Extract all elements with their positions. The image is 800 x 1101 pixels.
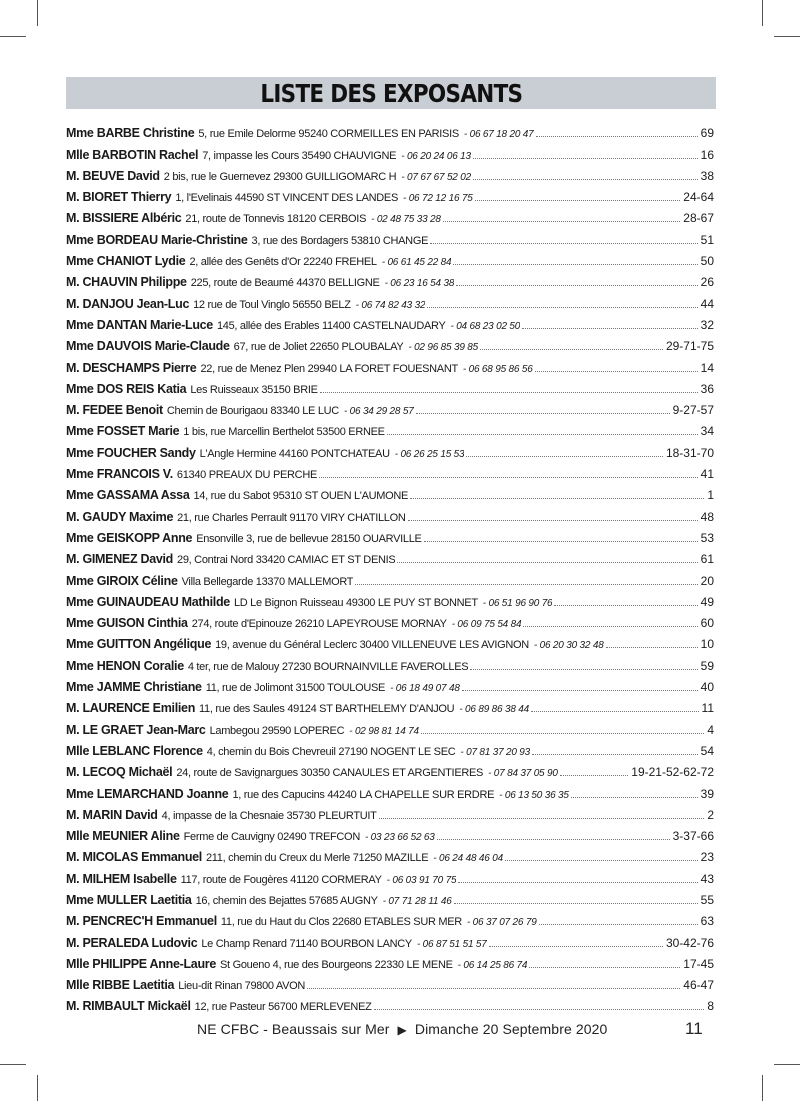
stand-numbers: 51: [700, 232, 714, 247]
crop-mark: [0, 36, 26, 37]
exhibitor-phone: - 06 89 86 38 44: [459, 704, 529, 716]
exhibitor-name: M. GIMENEZ David: [66, 552, 174, 567]
exhibitor-address: 2 bis, rue le Guernevez 29300 GUILLIGOMARC H: [163, 170, 397, 183]
stand-numbers: 26: [700, 275, 714, 290]
crop-mark: [762, 0, 763, 26]
exhibitor-name: M. LAURENCE Emilien: [66, 701, 196, 716]
dot-leader: [319, 477, 698, 478]
exhibitor-address: 14, rue du Sabot 95310 ST OUEN L'AUMONE: [193, 490, 409, 503]
stand-numbers: 39: [700, 786, 714, 801]
exhibitor-name: Mme BORDEAU Marie-Christine: [66, 232, 248, 247]
exhibitor-name: M. DANJOU Jean-Luc: [66, 296, 190, 311]
exhibitor-phone: - 06 37 07 26 79: [466, 917, 537, 929]
dot-leader: [535, 371, 698, 372]
dot-leader: [421, 733, 704, 734]
exhibitor-entry: [66, 531, 422, 545]
exhibitor-entry: [66, 787, 569, 801]
list-item: [66, 140, 714, 161]
exhibitor-address: 11, rue du Haut du Clos 22680 ETABLES SUR MER: [220, 916, 462, 929]
dot-leader: [456, 285, 697, 286]
list-item: [66, 907, 714, 928]
exhibitor-address: Ferme de Cauvigny 02490 TREFCON: [183, 831, 360, 844]
exhibitor-address: 24, route de Savignargues 30350 CANAULES ET ARGENTIERES: [176, 767, 484, 780]
list-item: [66, 353, 714, 374]
dot-leader: [453, 264, 697, 265]
exhibitor-name: M. FEDEE Benoit: [66, 403, 163, 418]
list-item: [66, 673, 714, 694]
exhibitor-address: 67, rue de Joliet 22650 PLOUBALAY: [233, 341, 404, 354]
exhibitor-address: 1 bis, rue Marcellin Berthelot 53500 ERNEE: [183, 426, 385, 439]
list-item: [66, 162, 714, 183]
dot-leader: [470, 669, 697, 670]
exhibitor-entry: [66, 893, 452, 907]
crop-mark: [37, 0, 38, 26]
exhibitor-address: 5, rue Emile Delorme 95240 CORMEILLES EN PARISIS: [198, 128, 459, 141]
exhibitor-list: [66, 119, 714, 1013]
exhibitor-name: Mme GASSAMA Assa: [66, 488, 190, 503]
list-item: [66, 950, 714, 971]
exhibitor-entry: [66, 957, 527, 971]
title-banner: [66, 77, 716, 109]
stand-numbers: 2: [707, 807, 714, 822]
exhibitor-name: Mme DAUVOIS Marie-Claude: [66, 339, 230, 354]
exhibitor-phone: - 06 03 91 70 75: [386, 874, 457, 886]
exhibitor-phone: - 06 09 75 54 84: [451, 619, 522, 631]
exhibitor-address: LD Le Bignon Ruisseau 49300 LE PUY ST BONNET: [233, 596, 478, 609]
exhibitor-address: 117, route de Fougères 41120 CORMERAY: [180, 873, 382, 886]
stand-numbers: 29-71-75: [665, 339, 714, 354]
exhibitor-entry: [66, 275, 454, 289]
stand-numbers: 34: [700, 424, 714, 439]
list-item: [66, 801, 714, 822]
dot-leader: [571, 797, 698, 798]
exhibitor-name: M. BISSIERE Albéric: [66, 211, 182, 226]
exhibitor-address: 12 rue de Toul Vinglo 56550 BELZ: [193, 298, 351, 311]
exhibitor-address: 19, avenue du Général Leclerc 30400 VILLENEUVE LES AVIGNON: [215, 639, 529, 652]
list-item: [66, 609, 714, 630]
exhibitor-entry: [66, 765, 558, 779]
list-item: [66, 779, 714, 800]
exhibitor-name: M. MARIN David: [66, 807, 158, 822]
stand-numbers: 10: [700, 637, 714, 652]
exhibitor-entry: [66, 850, 503, 864]
exhibitor-address: 3, rue des Bordagers 53810 CHANGE: [251, 234, 429, 247]
dot-leader: [522, 328, 698, 329]
list-item: [66, 289, 714, 310]
exhibitor-name: Mme LEMARCHAND Joanne: [66, 786, 229, 801]
dot-leader: [424, 541, 698, 542]
list-item: [66, 204, 714, 225]
dot-leader: [320, 392, 698, 393]
exhibitor-address: L'Angle Hermine 44160 PONTCHATEAU: [199, 447, 390, 460]
exhibitor-entry: [66, 723, 419, 737]
exhibitor-entry: [66, 914, 537, 928]
page-number: 11: [685, 1019, 703, 1038]
exhibitor-entry: [66, 978, 305, 992]
exhibitor-address: Le Champ Renard 71140 BOURBON LANCY: [201, 937, 412, 950]
dot-leader: [539, 924, 698, 925]
stand-numbers: 48: [700, 509, 714, 524]
stand-numbers: 3-37-66: [672, 829, 714, 844]
exhibitor-phone: - 06 61 45 22 84: [381, 257, 452, 269]
exhibitor-entry: [66, 659, 468, 673]
list-item: [66, 268, 714, 289]
exhibitor-name: Mme DANTAN Marie-Luce: [66, 317, 213, 332]
exhibitor-name: Mme FRANCOIS V.: [66, 467, 173, 482]
dot-leader: [606, 647, 698, 648]
exhibitor-address: 211, chemin du Creux du Merle 71250 MAZILLE: [205, 852, 429, 865]
stand-numbers: 55: [700, 892, 714, 907]
exhibitor-address: 12, rue Pasteur 56700 MERLEVENEZ: [194, 1001, 372, 1014]
stand-numbers: 40: [700, 680, 714, 695]
dot-leader: [489, 946, 663, 947]
list-item: [66, 396, 714, 417]
stand-numbers: 49: [700, 594, 714, 609]
exhibitor-phone: - 06 13 50 36 35: [499, 789, 569, 801]
stand-numbers: 23: [700, 850, 714, 865]
list-item: [66, 566, 714, 587]
list-item: [66, 417, 714, 438]
dot-leader: [387, 434, 698, 435]
stand-numbers: 41: [700, 467, 714, 482]
exhibitor-entry: [66, 701, 529, 715]
dot-leader: [473, 179, 698, 180]
dot-leader: [560, 775, 629, 776]
dot-leader: [475, 200, 681, 201]
list-item: [66, 545, 714, 566]
dot-leader: [410, 498, 704, 499]
stand-numbers: 36: [700, 381, 714, 396]
exhibitor-address: 61340 PREAUX DU PERCHE: [176, 469, 317, 482]
exhibitor-address: Villa Bellegarde 13370 MALLEMORT: [181, 575, 354, 588]
exhibitor-entry: [66, 552, 395, 566]
list-item: [66, 247, 714, 268]
exhibitor-name: M. BEUVE David: [66, 168, 160, 183]
exhibitor-name: Mme CHANIOT Lydie: [66, 254, 186, 269]
exhibitor-entry: [66, 574, 353, 588]
dot-leader: [397, 562, 697, 563]
dot-leader: [462, 690, 698, 691]
list-item: [66, 864, 714, 885]
dot-leader: [427, 307, 697, 308]
exhibitor-phone: - 06 24 48 46 04: [433, 853, 503, 865]
crop-mark: [762, 1075, 763, 1101]
exhibitor-name: Mme FOUCHER Sandy: [66, 445, 196, 460]
list-item: [66, 992, 714, 1013]
exhibitor-entry: [66, 488, 408, 502]
list-item: [66, 311, 714, 332]
stand-numbers: 32: [700, 317, 714, 332]
list-item: [66, 438, 714, 459]
crop-mark: [0, 1064, 26, 1065]
exhibitor-phone: - 04 68 23 02 50: [450, 320, 521, 332]
stand-numbers: 63: [700, 914, 714, 929]
exhibitor-address: Lambegou 29590 LOPEREC: [209, 724, 345, 737]
exhibitor-name: Mme BARBE Christine: [66, 126, 195, 141]
page-footer: [0, 1019, 800, 1041]
exhibitor-address: 145, allée des Erables 11400 CASTELNAUDARY: [216, 319, 446, 332]
exhibitor-address: 16, chemin des Bejattes 57685 AUGNY: [195, 894, 378, 907]
exhibitor-phone: - 07 81 37 20 93: [460, 746, 531, 758]
exhibitor-name: M. PERALEDA Ludovic: [66, 935, 198, 950]
exhibitor-address: 21, rue Charles Perrault 91170 VIRY CHATILLON: [177, 511, 406, 524]
dot-leader: [458, 882, 697, 883]
stand-numbers: 30-42-76: [665, 935, 714, 950]
exhibitor-address: 11, rue des Saules 49124 ST BARTHELEMY D'ANJOU: [199, 703, 455, 716]
exhibitor-entry: [66, 616, 521, 630]
dot-leader: [523, 626, 697, 627]
list-item: [66, 715, 714, 736]
dot-leader: [454, 903, 698, 904]
exhibitor-phone: - 06 67 18 20 47: [463, 129, 534, 141]
list-item: [66, 524, 714, 545]
stand-numbers: 16: [700, 147, 714, 162]
stand-numbers: 59: [700, 658, 714, 673]
list-item: [66, 183, 714, 204]
exhibitor-name: Mme HENON Coralie: [66, 658, 184, 673]
exhibitor-entry: [66, 680, 460, 694]
exhibitor-entry: [66, 829, 435, 843]
list-item: [66, 886, 714, 907]
list-item: [66, 928, 714, 949]
stand-numbers: 18-31-70: [665, 445, 714, 460]
dot-leader: [355, 584, 697, 585]
exhibitor-phone: - 06 51 96 90 76: [482, 597, 553, 609]
dot-leader: [430, 243, 698, 244]
exhibitor-name: M. LECOQ Michaël: [66, 765, 173, 780]
exhibitor-phone: - 06 72 12 16 75: [402, 193, 473, 205]
exhibitor-entry: [66, 254, 451, 268]
exhibitor-address: 225, route de Beaumé 44370 BELLIGNE: [190, 277, 380, 290]
exhibitor-name: Mme GUINAUDEAU Mathilde: [66, 594, 230, 609]
crop-mark: [774, 1064, 800, 1065]
exhibitor-name: Mme GEISKOPP Anne: [66, 530, 193, 545]
exhibitor-entry: [66, 211, 441, 225]
stand-numbers: 44: [700, 296, 714, 311]
list-item: [66, 225, 714, 246]
exhibitor-address: Les Ruisseaux 35150 BRIE: [190, 383, 318, 396]
exhibitor-name: M. CHAUVIN Philippe: [66, 275, 187, 290]
exhibitor-entry: [66, 361, 533, 375]
exhibitor-phone: - 02 98 81 14 74: [349, 725, 419, 737]
dot-leader: [416, 413, 670, 414]
exhibitor-address: 4, chemin du Bois Chevreuil 27190 NOGENT LE SEC: [206, 745, 456, 758]
play-arrow-icon: ▶: [397, 1023, 407, 1037]
exhibitor-entry: [66, 318, 520, 332]
dot-leader: [529, 967, 680, 968]
exhibitor-phone: - 06 23 16 54 38: [384, 278, 455, 290]
exhibitor-name: Mme GIROIX Céline: [66, 573, 178, 588]
exhibitor-name: M. LE GRAET Jean-Marc: [66, 722, 206, 737]
dot-leader: [408, 520, 698, 521]
exhibitor-phone: - 06 20 30 32 48: [533, 640, 604, 652]
crop-mark: [37, 1075, 38, 1101]
dot-leader: [532, 754, 698, 755]
list-item: [66, 651, 714, 672]
exhibitor-entry: [66, 510, 406, 524]
exhibitor-phone: - 06 20 24 06 13: [401, 150, 471, 162]
exhibitor-entry: [66, 382, 318, 396]
dot-leader: [443, 221, 681, 222]
exhibitor-entry: [66, 446, 464, 460]
exhibitor-name: M. MICOLAS Emmanuel: [66, 850, 202, 865]
dot-leader: [307, 988, 680, 989]
exhibitor-address: 1, rue des Capucins 44240 LA CHAPELLE SUR ERDRE: [232, 788, 495, 801]
stand-numbers: 38: [700, 168, 714, 183]
stand-numbers: 43: [700, 871, 714, 886]
dot-leader: [480, 349, 663, 350]
exhibitor-address: St Goueno 4, rue des Bourgeons 22330 LE MENE: [220, 958, 453, 971]
stand-numbers: 28-67: [683, 211, 714, 226]
exhibitor-entry: [66, 595, 552, 609]
exhibitor-name: Mlle LEBLANC Florence: [66, 743, 203, 758]
exhibitor-address: 4, impasse de la Chesnaie 35730 PLEURTUIT: [161, 809, 377, 822]
exhibitor-entry: [66, 339, 478, 353]
exhibitor-phone: - 06 14 25 86 74: [457, 959, 528, 971]
list-item: [66, 460, 714, 481]
list-item: [66, 588, 714, 609]
exhibitor-phone: - 02 96 85 39 85: [408, 342, 478, 354]
stand-numbers: 4: [707, 722, 714, 737]
exhibitor-name: Mme JAMME Christiane: [66, 680, 202, 695]
stand-numbers: 60: [700, 616, 714, 631]
list-item: [66, 332, 714, 353]
list-item: [66, 502, 714, 523]
crop-mark: [774, 36, 800, 37]
exhibitor-entry: [66, 403, 414, 417]
exhibitor-entry: [66, 233, 428, 247]
exhibitor-address: 2, allée des Genêts d'Or 22240 FREHEL: [189, 256, 377, 269]
exhibitor-entry: [66, 297, 425, 311]
dot-leader: [531, 711, 699, 712]
exhibitor-entry: [66, 126, 534, 140]
exhibitor-entry: [66, 936, 487, 950]
dot-leader: [554, 605, 697, 606]
exhibitor-name: M. PENCREC'H Emmanuel: [66, 914, 217, 929]
page-title: LISTE DES EXPOSANTS: [259, 78, 523, 108]
exhibitor-entry: [66, 999, 372, 1013]
footer-event-name: NE CFBC - Beaussais sur Mer: [197, 1021, 390, 1037]
list-item: [66, 843, 714, 864]
exhibitor-name: Mlle BARBOTIN Rachel: [66, 147, 199, 162]
stand-numbers: 8: [707, 999, 714, 1014]
dot-leader: [473, 158, 698, 159]
list-item: [66, 481, 714, 502]
exhibitor-name: M. MILHEM Isabelle: [66, 871, 177, 886]
exhibitor-phone: - 06 18 49 07 48: [390, 683, 460, 695]
list-item: [66, 822, 714, 843]
footer-event: [197, 1021, 607, 1037]
list-item: [66, 971, 714, 992]
list-item: [66, 737, 714, 758]
dot-leader: [374, 1009, 705, 1010]
exhibitor-name: Mme FOSSET Marie: [66, 424, 180, 439]
exhibitor-phone: - 07 67 67 52 02: [401, 171, 471, 183]
exhibitor-name: Mme DOS REIS Katia: [66, 381, 187, 396]
exhibitor-name: Mme GUITTON Angélique: [66, 637, 212, 652]
exhibitor-entry: [66, 169, 471, 183]
stand-numbers: 53: [700, 530, 714, 545]
stand-numbers: 46-47: [683, 978, 714, 993]
stand-numbers: 14: [700, 360, 714, 375]
stand-numbers: 11: [701, 701, 714, 716]
dot-leader: [379, 818, 705, 819]
exhibitor-address: 11, rue de Jolimont 31500 TOULOUSE: [205, 682, 386, 695]
stand-numbers: 24-64: [683, 190, 714, 205]
exhibitor-phone: - 06 74 82 43 32: [355, 299, 426, 311]
exhibitor-phone: - 06 87 51 51 57: [416, 938, 487, 950]
exhibitor-address: Ensonville 3, rue de bellevue 28150 OUARVILLE: [196, 532, 422, 545]
exhibitor-phone: - 07 84 37 05 90: [488, 768, 558, 780]
exhibitor-entry: [66, 637, 604, 651]
exhibitor-entry: [66, 148, 471, 162]
stand-numbers: 54: [700, 743, 714, 758]
list-item: [66, 375, 714, 396]
stand-numbers: 61: [700, 552, 714, 567]
exhibitor-entry: [66, 872, 456, 886]
exhibitor-entry: [66, 467, 317, 481]
stand-numbers: 20: [700, 573, 714, 588]
exhibitor-name: Mlle MEUNIER Aline: [66, 829, 180, 844]
stand-numbers: 1: [707, 488, 714, 503]
exhibitor-phone: - 06 68 95 86 56: [462, 363, 533, 375]
exhibitor-name: Mlle PHILIPPE Anne-Laure: [66, 956, 217, 971]
exhibitor-name: M. DESCHAMPS Pierre: [66, 360, 197, 375]
stand-numbers: 9-27-57: [672, 403, 714, 418]
stand-numbers: 17-45: [683, 956, 714, 971]
exhibitor-phone: - 03 23 66 52 63: [364, 832, 435, 844]
exhibitor-address: 7, impasse les Cours 35490 CHAUVIGNE: [202, 149, 397, 162]
list-item: [66, 758, 714, 779]
exhibitor-address: 22, rue de Menez Plen 29940 LA FORET FOUESNANT: [200, 362, 458, 375]
stand-numbers: 50: [700, 254, 714, 269]
exhibitor-phone: - 02 48 75 33 28: [371, 214, 441, 226]
dot-leader: [536, 136, 698, 137]
exhibitor-name: M. GAUDY Maxime: [66, 509, 174, 524]
stand-numbers: 69: [700, 126, 714, 141]
exhibitor-name: M. RIMBAULT Mickaël: [66, 999, 191, 1014]
exhibitor-address: Chemin de Bourigaou 83340 LE LUC: [166, 405, 339, 418]
footer-event-date: Dimanche 20 Septembre 2020: [414, 1021, 608, 1037]
list-item: [66, 694, 714, 715]
exhibitor-name: Mme GUISON Cinthia: [66, 616, 188, 631]
dot-leader: [437, 839, 670, 840]
exhibitor-address: Lieu-dit Rinan 79800 AVON: [178, 980, 306, 993]
exhibitor-address: 274, route d'Epinouze 26210 LAPEYROUSE MORNAY: [191, 618, 447, 631]
exhibitor-entry: [66, 190, 473, 204]
exhibitor-phone: - 06 34 29 28 57: [343, 406, 414, 418]
exhibitor-name: Mlle RIBBE Laetitia: [66, 978, 175, 993]
exhibitor-address: 29, Contrai Nord 33420 CAMIAC ET ST DENIS: [177, 554, 396, 567]
dot-leader: [505, 860, 698, 861]
list-item: [66, 119, 714, 140]
exhibitor-phone: - 06 26 25 15 53: [394, 448, 465, 460]
list-item: [66, 630, 714, 651]
exhibitor-address: 1, l'Evelinais 44590 ST VINCENT DES LANDES: [175, 192, 398, 205]
exhibitor-name: Mme MULLER Laetitia: [66, 892, 192, 907]
exhibitor-address: 4 ter, rue de Malouy 27230 BOURNAINVILLE FAVEROLLES: [187, 660, 469, 673]
exhibitor-phone: - 07 71 28 11 46: [382, 895, 452, 907]
dot-leader: [466, 456, 663, 457]
exhibitor-name: M. BIORET Thierry: [66, 190, 172, 205]
stand-numbers: 19-21-52-62-72: [631, 765, 714, 780]
exhibitor-address: 21, route de Tonnevis 18120 CERBOIS: [185, 213, 367, 226]
exhibitor-entry: [66, 424, 385, 438]
exhibitor-entry: [66, 808, 377, 822]
exhibitor-entry: [66, 744, 530, 758]
